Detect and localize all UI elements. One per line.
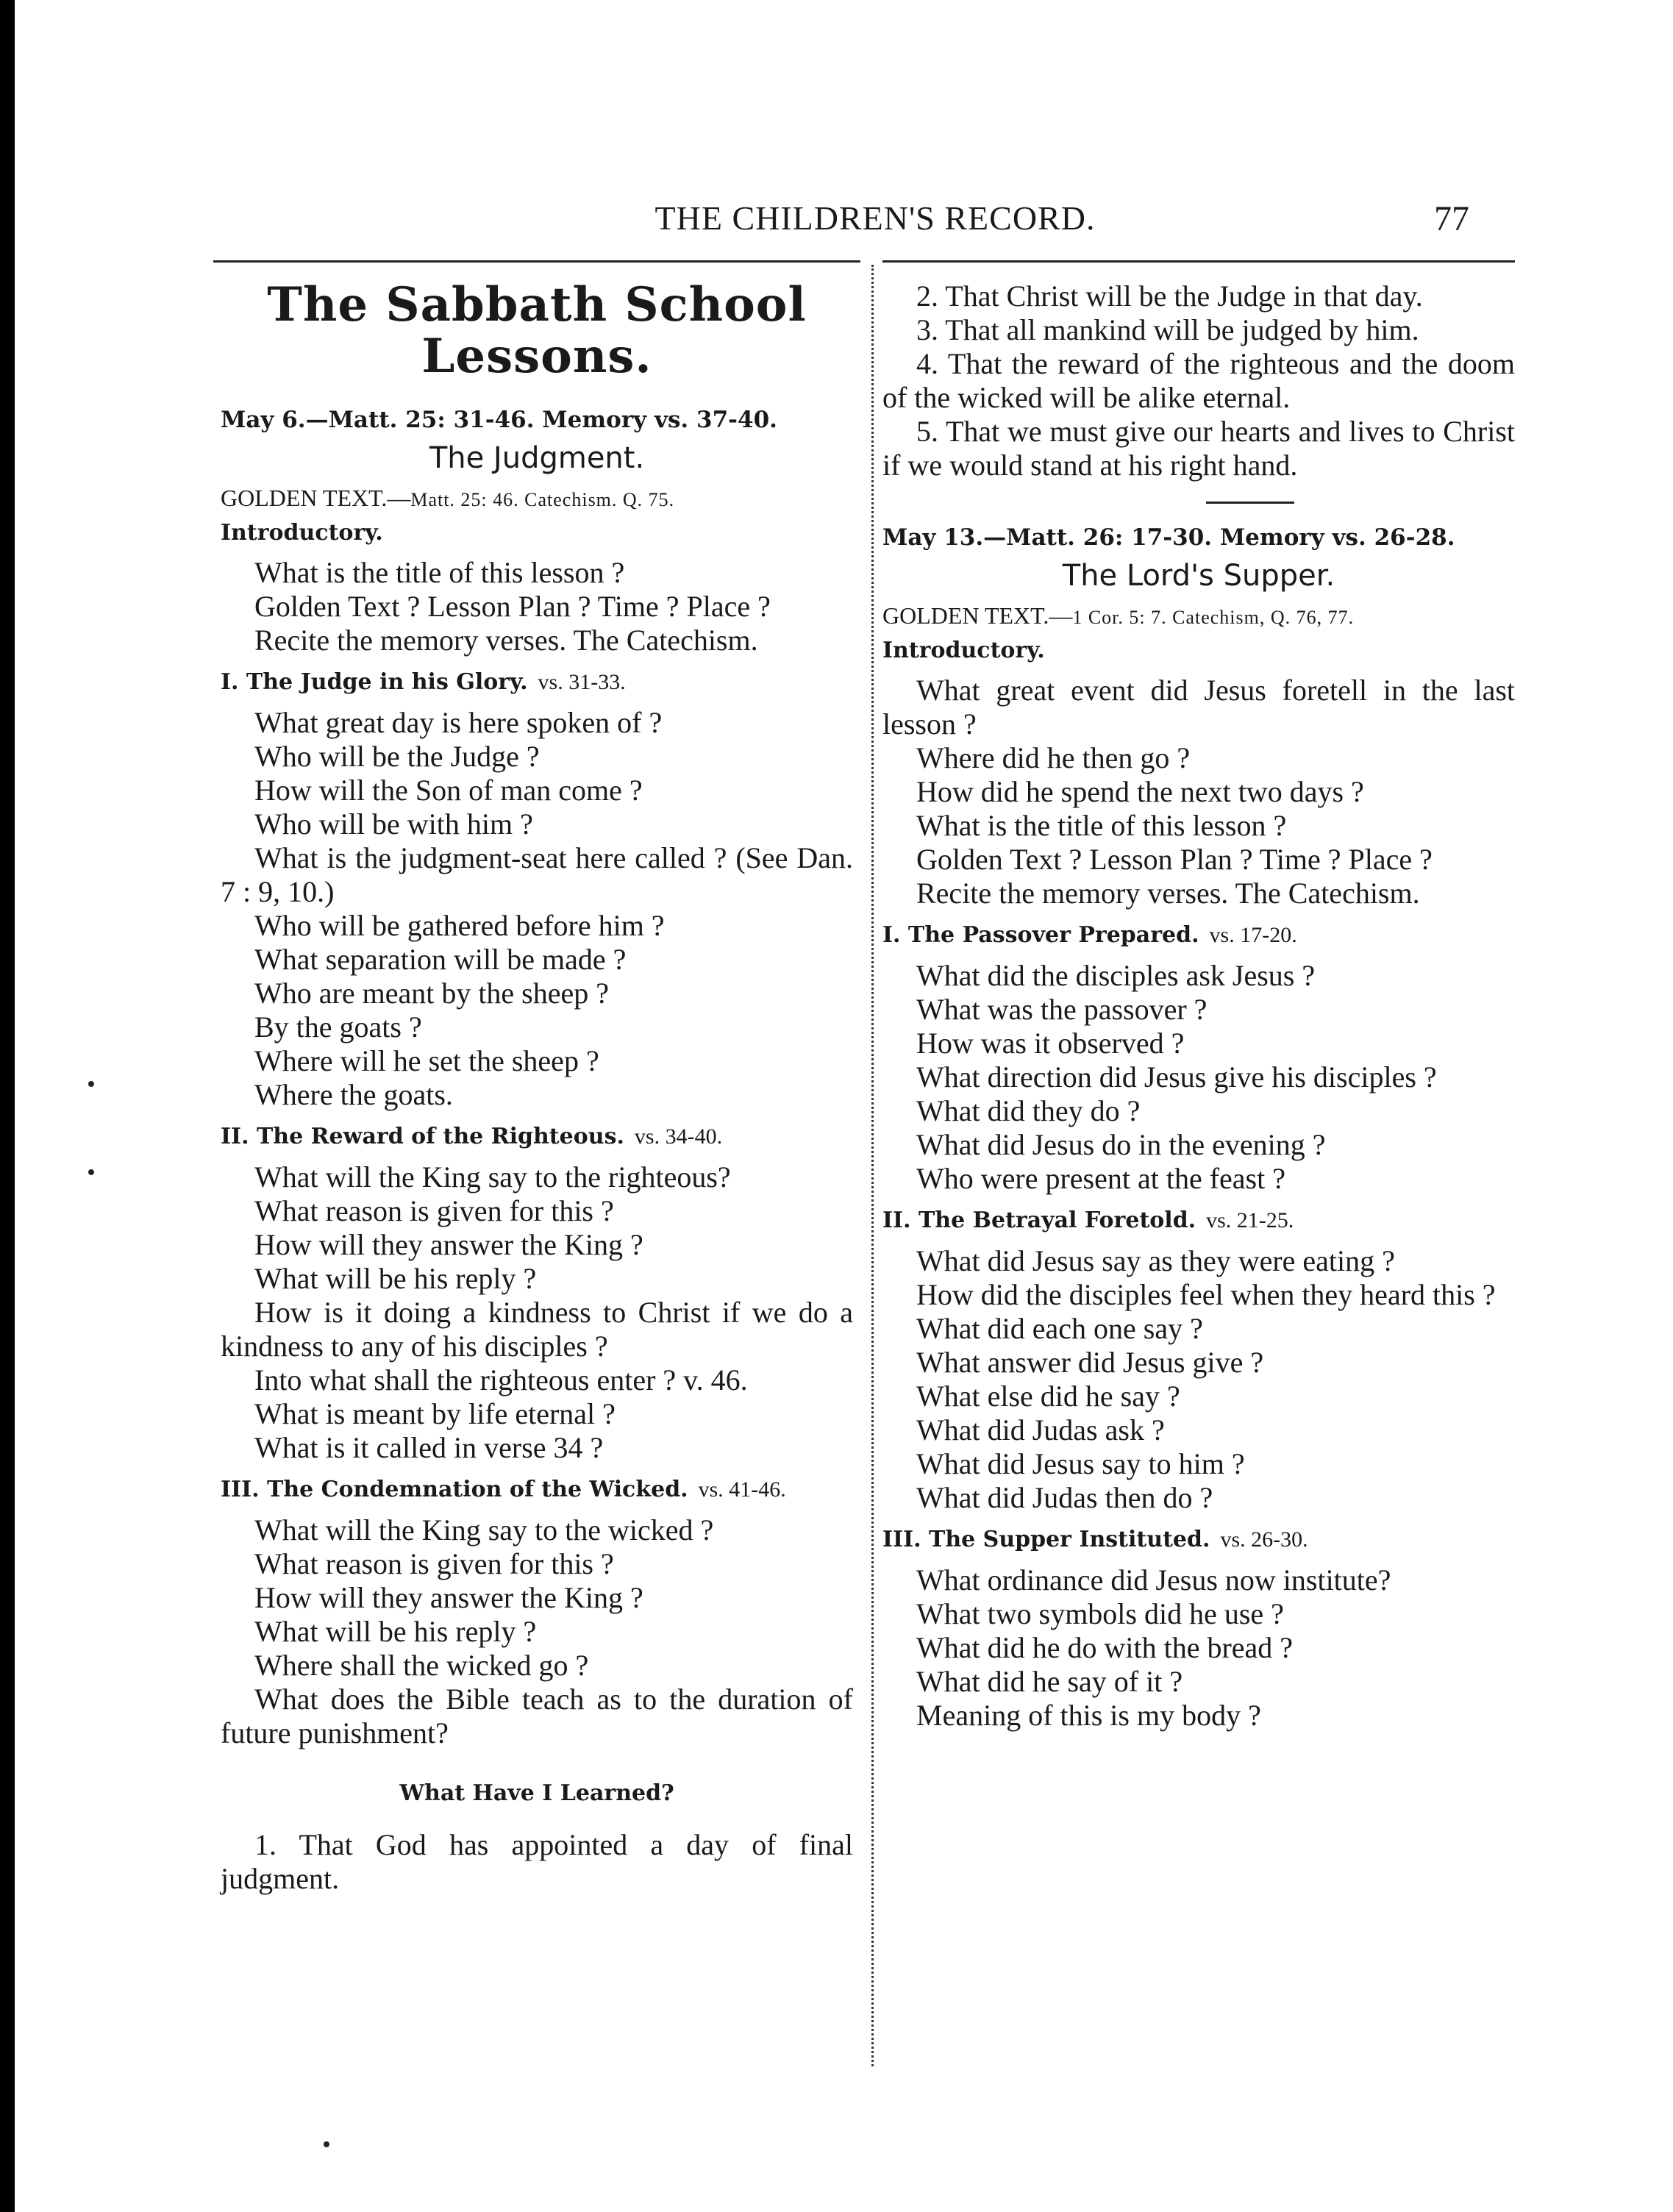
section-verses: vs. 17-20. xyxy=(1209,923,1297,947)
question: How did he spend the next two days ? xyxy=(916,775,1364,808)
question: Meaning of this is my body ? xyxy=(916,1699,1261,1732)
question: What will the King say to the wicked ? xyxy=(254,1513,714,1546)
question: Who will be the Judge ? xyxy=(254,739,540,773)
question: How will they answer the King ? xyxy=(254,1227,643,1261)
section-title: I. The Judge in his Glory. xyxy=(221,668,528,695)
learned-item: 1. That God has appointed a day of final judgment. xyxy=(221,1827,853,1895)
binding-edge xyxy=(0,0,15,2212)
lesson2-section-3-head xyxy=(882,1527,1515,1553)
question: What is meant by life eternal ? xyxy=(254,1396,616,1430)
lesson1-introductory: Introductory. xyxy=(221,519,383,546)
question: What is the judgment-seat here called ? (See Dan. 7 : 9, 10.) xyxy=(221,841,853,908)
question: Who are meant by the sheep ? xyxy=(254,976,610,1010)
learned-item: 5. That we must give our hearts and lives to Christ if we would stand at his right hand. xyxy=(882,415,1515,482)
question: What answer did Jesus give ? xyxy=(916,1346,1264,1379)
lesson2-golden-text xyxy=(882,601,1515,632)
question: What did he do with the bread ? xyxy=(916,1631,1294,1664)
question: By the goats ? xyxy=(254,1010,422,1043)
golden-label: GOLDEN TEXT.— xyxy=(882,602,1073,629)
column-divider xyxy=(871,265,874,2066)
question: What is the title of this lesson ? xyxy=(916,809,1287,842)
learned-item: 3. That all mankind will be judged by him. xyxy=(916,313,1419,346)
right-column xyxy=(882,279,1515,1733)
question: What did Judas then do ? xyxy=(916,1481,1213,1514)
question: What else did he say ? xyxy=(916,1380,1180,1413)
section-verses: vs. 41-46. xyxy=(698,1477,786,1502)
question: What did each one say ? xyxy=(916,1312,1203,1345)
section-title: III. The Condemnation of the Wicked. xyxy=(221,1476,688,1502)
lesson1-section-3-head xyxy=(221,1477,853,1503)
question: Into what shall the righteous enter ? v. 46. xyxy=(254,1363,748,1396)
question: What did he say of it ? xyxy=(916,1665,1183,1698)
question: Golden Text ? Lesson Plan ? Time ? Place ? xyxy=(916,843,1433,876)
question: What great event did Jesus foretell in the last lesson ? xyxy=(882,674,1515,741)
question: Who will be with him ? xyxy=(254,807,533,841)
section-verses: vs. 34-40. xyxy=(634,1124,723,1149)
lesson1-head: May 6.—Matt. 25: 31-46. Memory vs. 37-40. xyxy=(221,406,777,433)
question: Who were present at the feast ? xyxy=(916,1162,1285,1195)
question: How will they answer the King ? xyxy=(254,1580,643,1614)
question: What did Jesus say to him ? xyxy=(916,1447,1245,1480)
learned-item: 2. That Christ will be the Judge in that day. xyxy=(916,279,1423,313)
question: What did Judas ask ? xyxy=(916,1413,1165,1446)
question: What will be his reply ? xyxy=(254,1614,537,1648)
question: What will the King say to the righteous? xyxy=(254,1160,731,1194)
question: What did the disciples ask Jesus ? xyxy=(916,959,1316,992)
question: What reason is given for this ? xyxy=(254,1546,614,1580)
lesson-separator-rule xyxy=(1206,502,1294,504)
question: What will be his reply ? xyxy=(254,1261,537,1295)
page-number: 77 xyxy=(1434,199,1469,238)
scan-speck xyxy=(88,1169,94,1175)
lesson1-section-1-head xyxy=(221,669,853,696)
question: How is it doing a kindness to Christ if we do a kindness to any of his disciples ? xyxy=(221,1295,853,1363)
masthead: The Sabbath School Lessons. xyxy=(267,277,807,385)
question: Where did he then go ? xyxy=(916,741,1191,774)
question: Where will he set the sheep ? xyxy=(254,1043,599,1077)
question: What is the title of this lesson ? xyxy=(254,555,625,589)
section-title: I. The Passover Prepared. xyxy=(882,922,1199,948)
section-title: III. The Supper Instituted. xyxy=(882,1527,1210,1552)
question: What did Jesus say as they were eating ? xyxy=(916,1244,1395,1277)
scan-speck xyxy=(324,2141,329,2147)
section-verses: vs. 21-25. xyxy=(1206,1208,1294,1232)
question: How will the Son of man come ? xyxy=(254,773,643,807)
lesson2-section-1-head xyxy=(882,922,1515,949)
lesson1-title: The Judgment. xyxy=(429,440,645,475)
golden-ref: 1 Cor. 5: 7. Catechism, Q. 76, 77. xyxy=(1072,607,1355,628)
running-header: THE CHILDREN'S RECORD. xyxy=(654,199,1096,237)
question: What two symbols did he use ? xyxy=(916,1597,1284,1630)
question: What ordinance did Jesus now institute? xyxy=(916,1563,1391,1596)
lesson2-head: May 13.—Matt. 26: 17-30. Memory vs. 26-28. xyxy=(882,524,1455,551)
question: Recite the memory verses. The Catechism. xyxy=(254,623,758,657)
scan-speck xyxy=(88,1081,94,1087)
lesson1-golden-text xyxy=(221,483,853,515)
lesson2-title: The Lord's Supper. xyxy=(1062,559,1335,593)
lesson2-section-2-head xyxy=(882,1207,1515,1234)
learned-head: What Have I Learned? xyxy=(399,1780,674,1806)
question: Golden Text ? Lesson Plan ? Time ? Place ? xyxy=(254,589,771,623)
question: How did the disciples feel when they heard this ? xyxy=(916,1278,1496,1311)
section-title: II. The Reward of the Righteous. xyxy=(221,1123,624,1149)
header-rule-right xyxy=(882,260,1515,263)
question: How was it observed ? xyxy=(916,1027,1185,1060)
section-verses: vs. 31-33. xyxy=(538,669,626,694)
question: Who will be gathered before him ? xyxy=(254,908,665,942)
question: Where shall the wicked go ? xyxy=(254,1648,589,1682)
question: What did they do ? xyxy=(916,1094,1141,1127)
section-title: II. The Betrayal Foretold. xyxy=(882,1207,1196,1233)
header-rule-left xyxy=(213,260,860,263)
lesson1-section-2-head xyxy=(221,1124,853,1150)
question: Recite the memory verses. The Catechism. xyxy=(916,877,1420,910)
question: What did Jesus do in the evening ? xyxy=(916,1128,1326,1161)
golden-label: GOLDEN TEXT.— xyxy=(221,484,411,511)
question: What direction did Jesus give his disciples ? xyxy=(916,1060,1437,1093)
section-verses: vs. 26-30. xyxy=(1220,1527,1308,1552)
question: What reason is given for this ? xyxy=(254,1194,614,1227)
question: What was the passover ? xyxy=(916,993,1208,1026)
learned-item: 4. That the reward of the righteous and the doom of the wicked will be alike eternal. xyxy=(882,347,1515,414)
question: What does the Bible teach as to the duration of future punishment? xyxy=(221,1682,853,1749)
question: What is it called in verse 34 ? xyxy=(254,1430,604,1464)
question: What great day is here spoken of ? xyxy=(254,705,663,739)
golden-ref: Matt. 25: 46. Catechism. Q. 75. xyxy=(410,488,675,510)
question: What separation will be made ? xyxy=(254,942,627,976)
left-column xyxy=(221,279,853,1896)
question: Where the goats. xyxy=(254,1077,453,1111)
lesson2-introductory: Introductory. xyxy=(882,638,1045,663)
